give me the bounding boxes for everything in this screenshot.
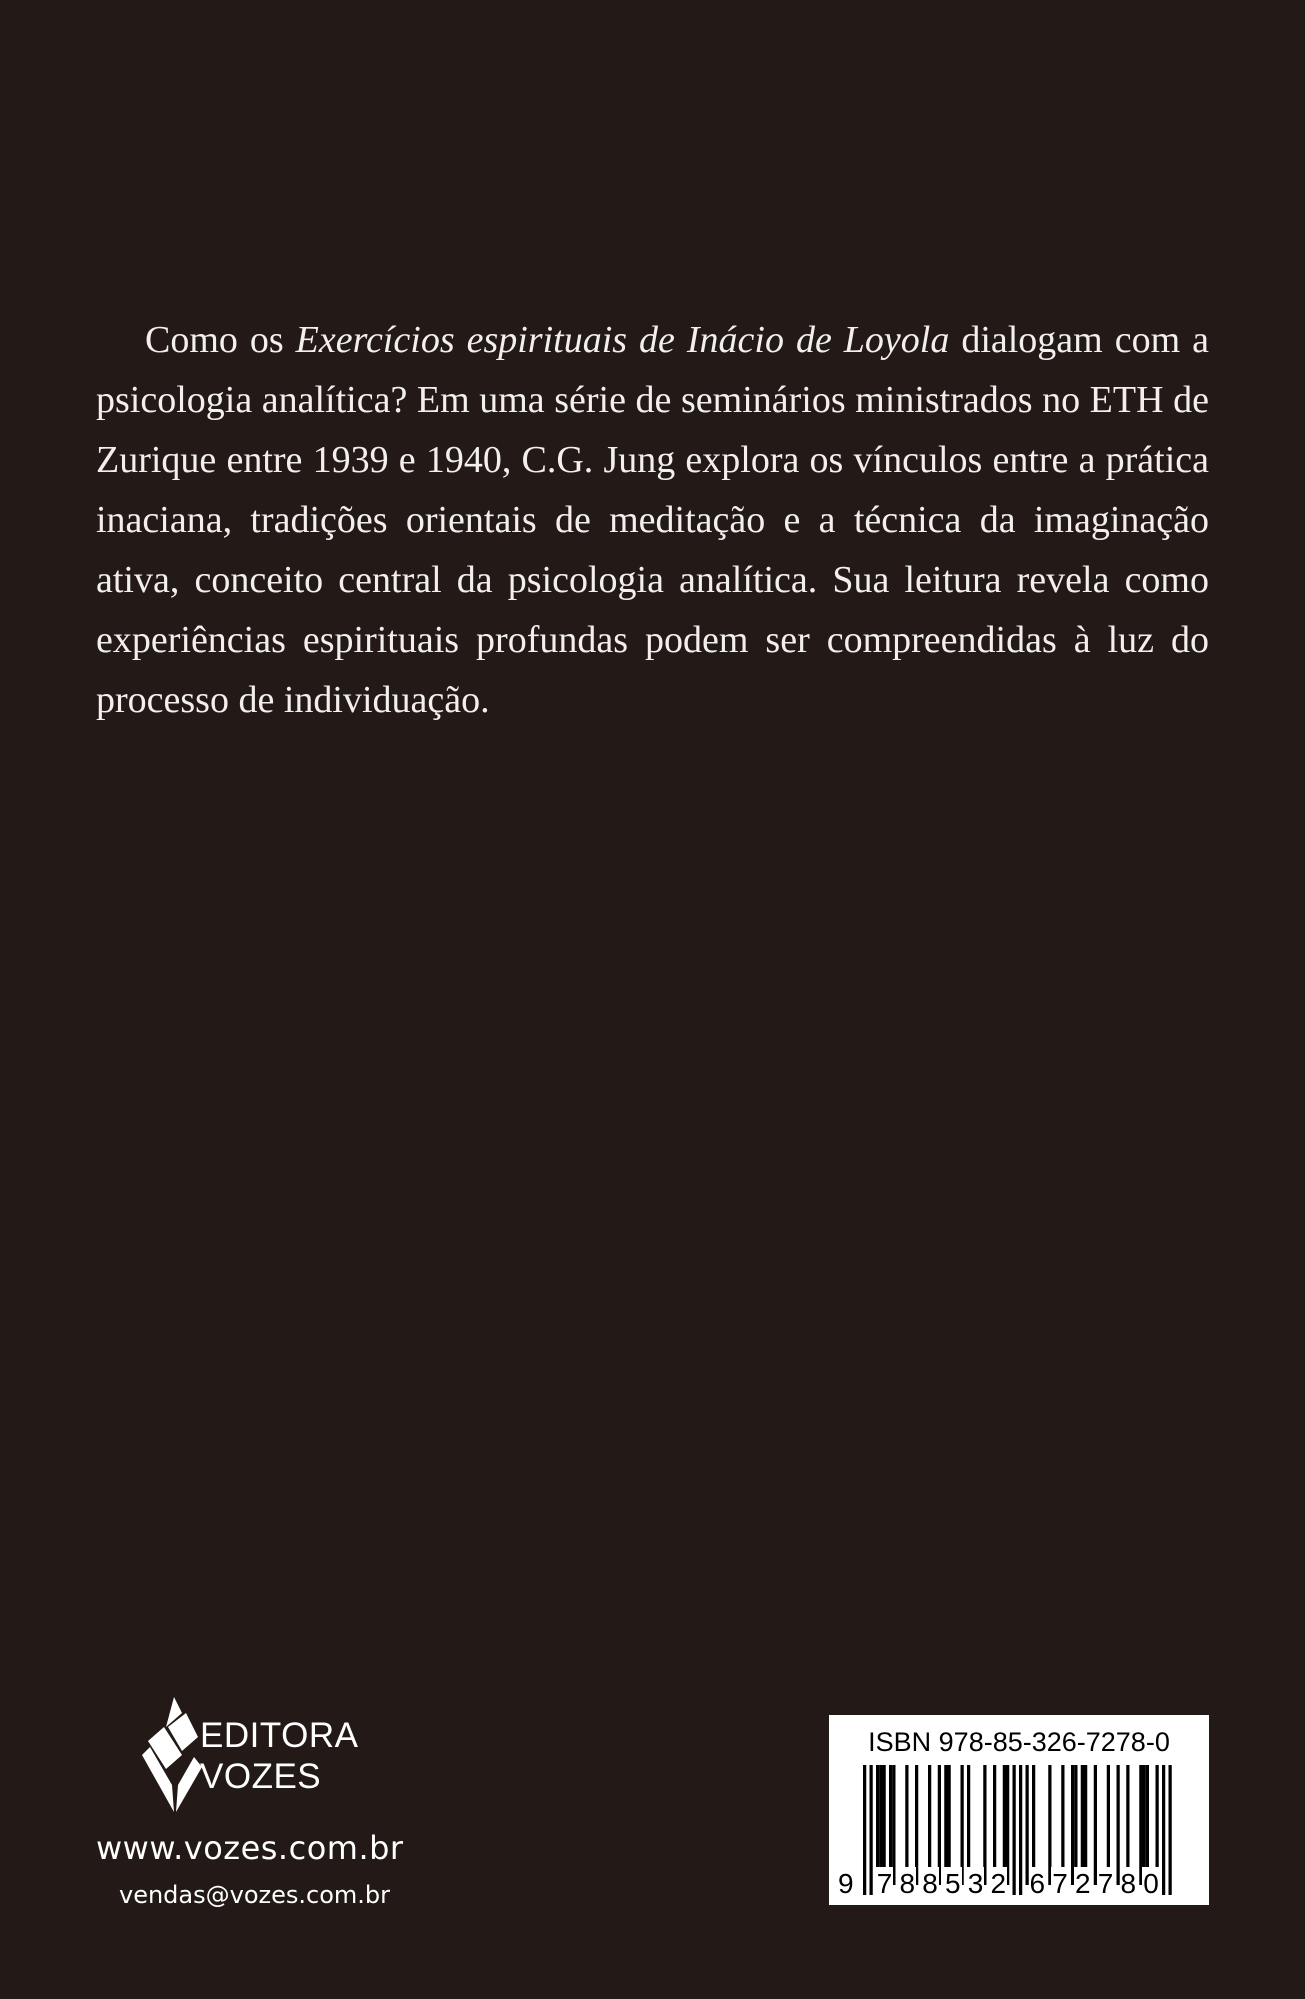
- barcode-digit: 5: [945, 1868, 961, 1899]
- blurb-intro: Como os: [145, 319, 296, 361]
- barcode-digit: 3: [967, 1868, 984, 1899]
- publisher-name-line2: VOZES: [200, 1757, 322, 1796]
- isbn-label: ISBN 978-85-326-7278-0: [868, 1727, 1170, 1757]
- barcode-digits: [829, 1867, 1209, 1903]
- back-cover-blurb: [96, 310, 1209, 730]
- book-title-italic: Exercícios espirituais de Inácio de Loyola: [295, 319, 950, 361]
- barcode-digit: 0: [1143, 1868, 1159, 1899]
- barcode-digit: 8: [899, 1868, 916, 1899]
- barcode-digit: 7: [1052, 1868, 1068, 1899]
- barcode-digit: 2: [1075, 1868, 1091, 1899]
- blurb-body: dialogam com a psicologia analítica? Em uma série de seminários ministrados no ETH de Zurique entre 1939 e 1940, C.G. Jung explora os vínculos entre a prática inaciana, tradições orientais de meditação e a técnica da imaginação ativa, conceito central da psicologia analítica. Sua leitura revela como experiências espirituais profundas podem ser compreendidas à luz do processo de individuação.: [96, 319, 1209, 721]
- barcode-digit: 7: [876, 1868, 893, 1899]
- barcode-digit: 8: [922, 1868, 938, 1899]
- publisher-website: www.vozes.com.br: [96, 1829, 404, 1867]
- publisher-name-line1: EDITORA: [200, 1716, 359, 1755]
- barcode-digit: 8: [1120, 1868, 1137, 1899]
- barcode-digit: 9: [838, 1868, 854, 1899]
- barcode-digit: 2: [990, 1868, 1007, 1899]
- publisher-email: vendas@vozes.com.br: [119, 1881, 390, 1909]
- barcode-digit: 7: [1097, 1868, 1114, 1899]
- barcode-digit: 6: [1029, 1868, 1046, 1899]
- publisher-wordmark: [200, 1715, 358, 1797]
- isbn-barcode: [829, 1715, 1209, 1905]
